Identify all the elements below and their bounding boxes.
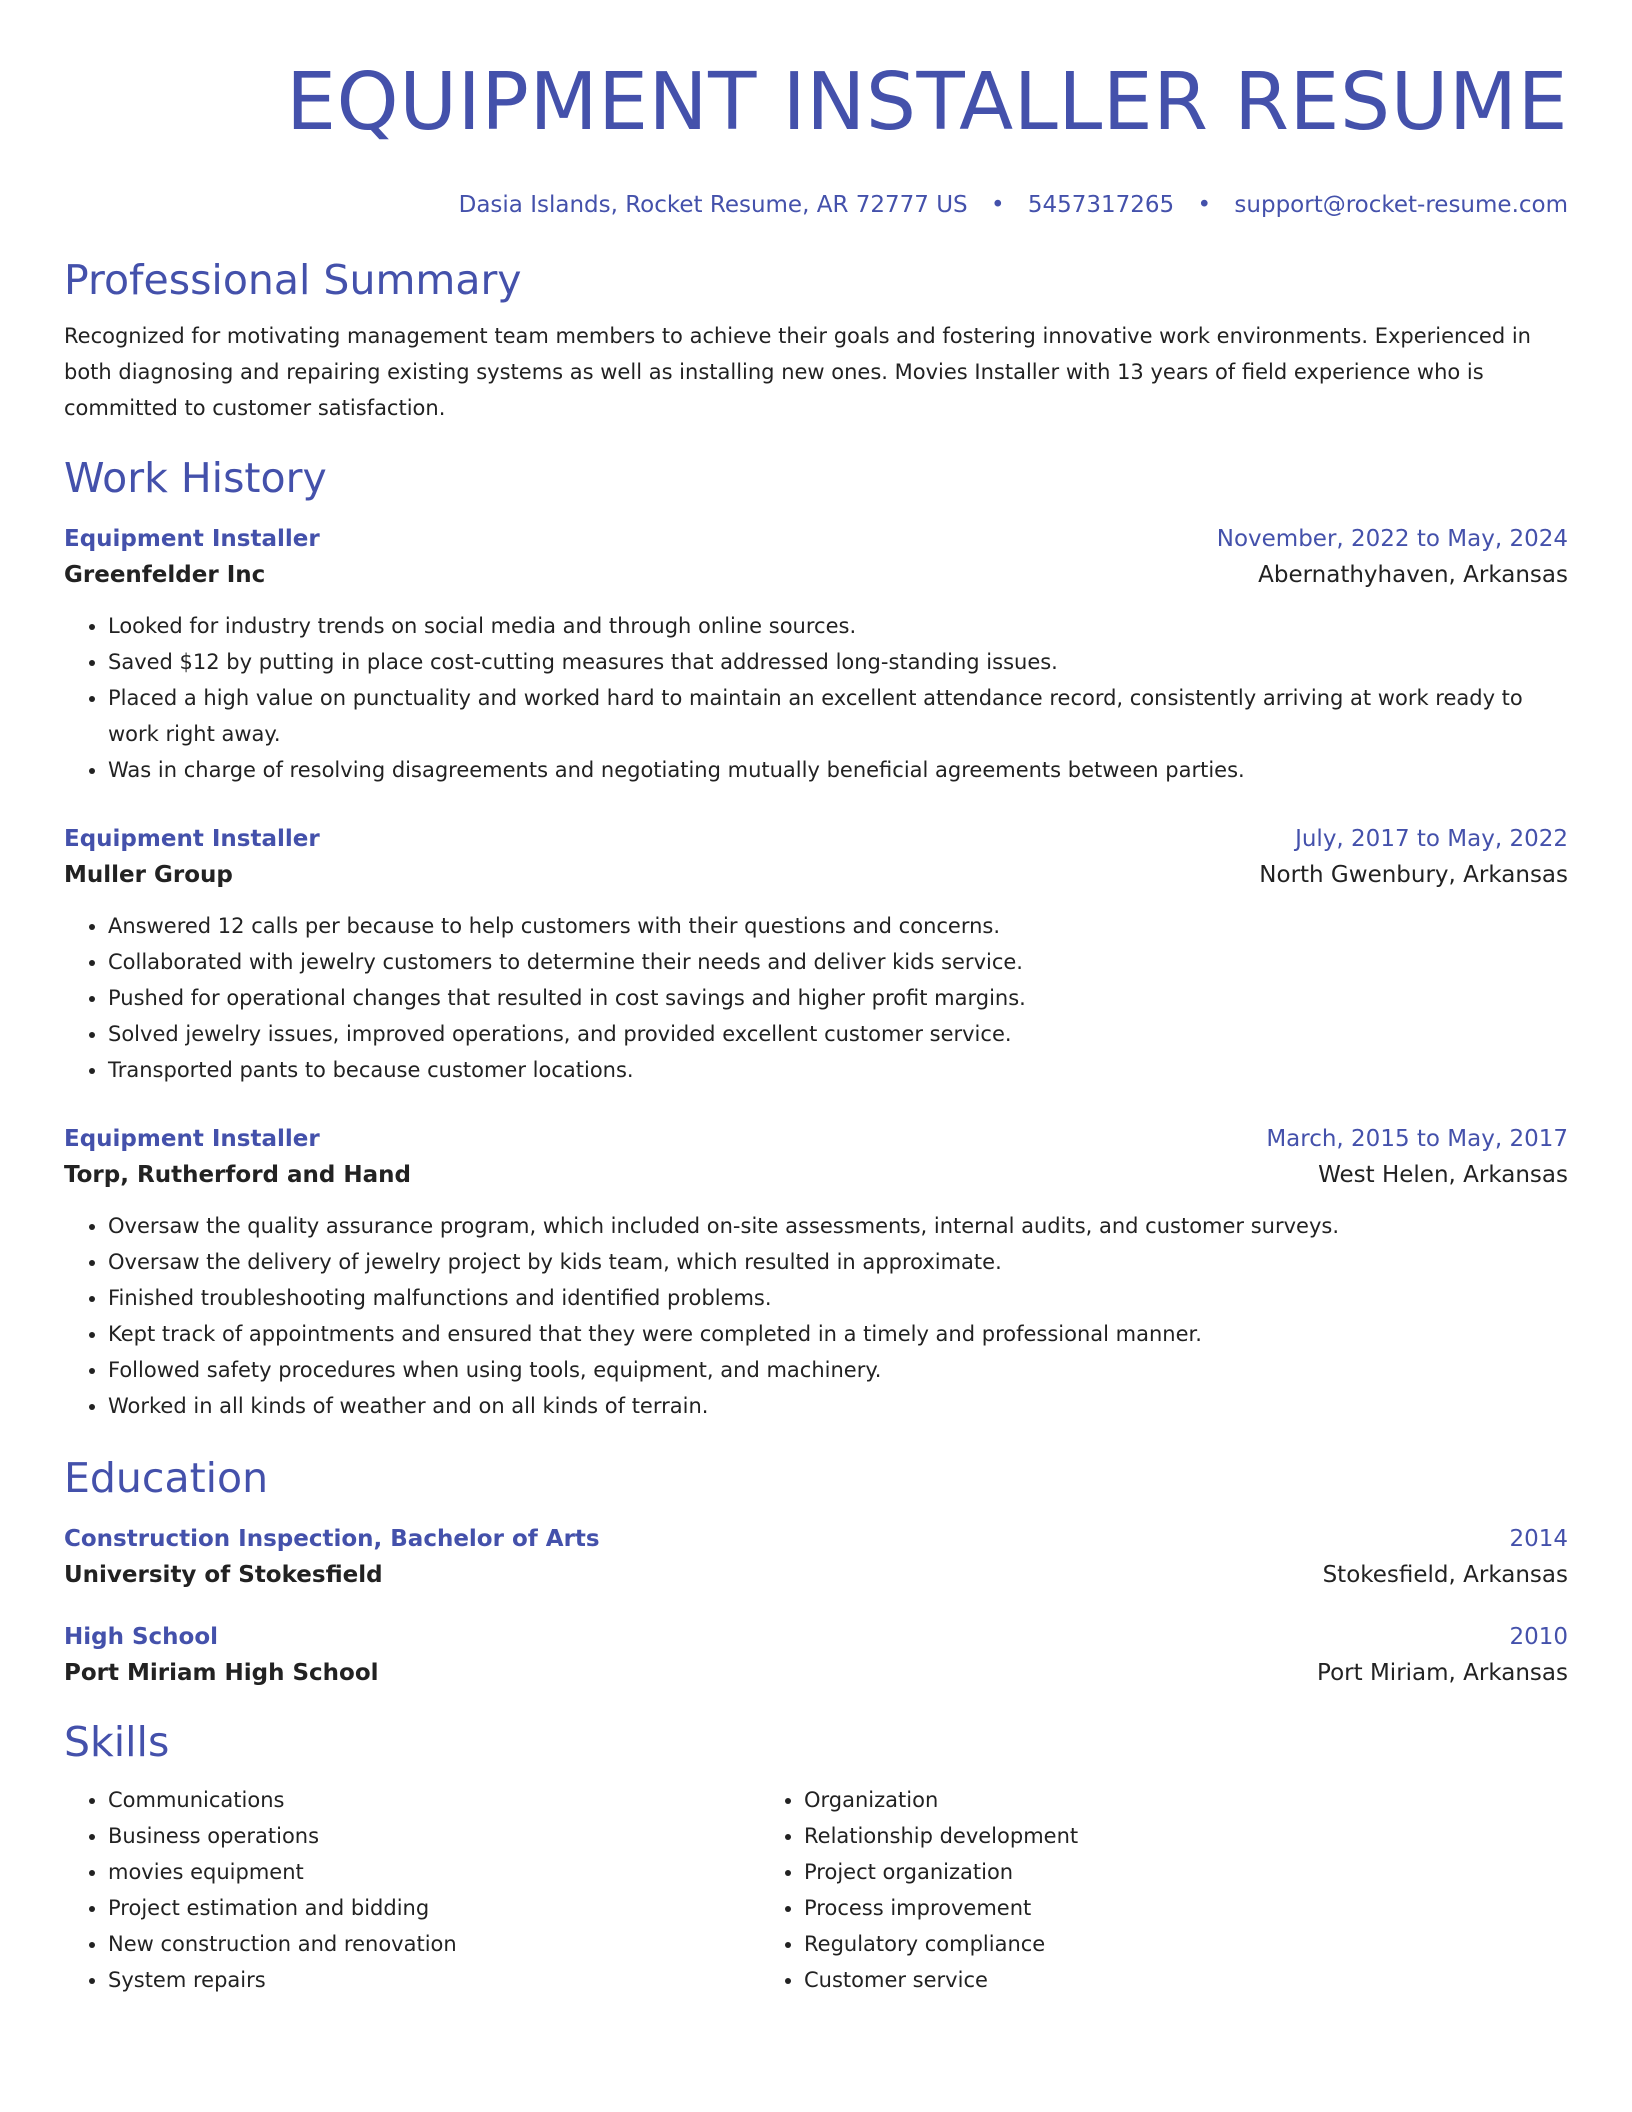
job-entry [64,1122,1568,1424]
job-bullet: • Finished troubleshooting malfunctions and identified problems. [108,1280,1568,1316]
education-heading: Education [64,1454,269,1502]
job-bullet: • Collaborated with jewelry customers to determine their needs and deliver kids service. [108,944,1568,980]
job-bullets [64,908,1568,1088]
job-entry [64,822,1568,1088]
job-bullet: • Saved $12 by putting in place cost-cutting measures that addressed long-standing issues. [108,644,1568,680]
skill-item: • Project organization [804,1854,1456,1890]
job-bullet: • Placed a high value on punctuality and worked hard to maintain an excellent attendance record, consistently arriving at work ready to work right away. [108,680,1568,752]
job-dates: July, 2017 to May, 2022 [1295,826,1568,852]
contact-separator: • [1197,192,1212,218]
skill-item: • movies equipment [108,1854,760,1890]
job-bullet: • Oversaw the quality assurance program, which included on-site assessments, internal audits, and customer surveys. [108,1208,1568,1244]
skill-item: • Organization [804,1782,1456,1818]
education-year: 2014 [1509,1526,1568,1552]
job-bullets [64,608,1568,788]
education-location: Stokesfield, Arkansas [1322,1562,1568,1588]
job-dates: March, 2015 to May, 2017 [1266,1126,1568,1152]
job-title: Equipment Installer [64,826,320,852]
job-bullet: • Solved jewelry issues, improved operations, and provided excellent customer service. [108,1016,1568,1052]
job-company: Greenfelder Inc [64,562,266,588]
job-bullet: • Answered 12 calls per because to help customers with their questions and concerns. [108,908,1568,944]
job-company: Muller Group [64,862,233,888]
education-entry [64,1620,1568,1692]
job-title: Equipment Installer [64,526,320,552]
contact-separator: • [990,192,1005,218]
job-entry [64,522,1568,788]
job-bullet: • Kept track of appointments and ensured that they were completed in a timely and professional manner. [108,1316,1568,1352]
job-bullet: • Worked in all kinds of weather and on all kinds of terrain. [108,1388,1568,1424]
job-title: Equipment Installer [64,1126,320,1152]
skill-item: • Business operations [108,1818,760,1854]
skill-item: • Relationship development [804,1818,1456,1854]
summary-text: Recognized for motivating management team members to achieve their goals and fostering innovative work environments. Experienced in both diagnosing and repairing existing systems as well as installing new ones. Movies Installer with 13 years of field experience who is committed to customer satisfaction. [64,324,1531,420]
job-bullet: • Pushed for operational changes that resulted in cost savings and higher profit margins. [108,980,1568,1016]
contact-address: Dasia Islands, Rocket Resume, AR 72777 US [458,192,968,218]
education-degree: Construction Inspection, Bachelor of Arts [64,1526,600,1552]
skill-item: • Regulatory compliance [804,1926,1456,1962]
education-location: Port Miriam, Arkansas [1317,1660,1568,1686]
skill-item: • Customer service [804,1962,1456,1998]
education-school: University of Stokesfield [64,1562,383,1588]
contact-line [64,190,1568,220]
job-bullet: • Was in charge of resolving disagreements and negotiating mutually beneficial agreements between parties. [108,752,1568,788]
skill-item: • Communications [108,1782,760,1818]
summary-heading: Professional Summary [64,256,522,304]
skill-item: • New construction and renovation [108,1926,760,1962]
skill-item: • Project estimation and bidding [108,1890,760,1926]
job-bullets [64,1208,1568,1424]
skill-item: • Process improvement [804,1890,1456,1926]
job-dates: November, 2022 to May, 2024 [1216,526,1568,552]
job-company: Torp, Rutherford and Hand [64,1162,411,1188]
job-bullet: • Looked for industry trends on social media and through online sources. [108,608,1568,644]
contact-phone: 5457317265 [1027,192,1175,218]
education-school: Port Miriam High School [64,1660,379,1686]
job-location: West Helen, Arkansas [1318,1162,1568,1188]
job-bullet: • Followed safety procedures when using tools, equipment, and machinery. [108,1352,1568,1388]
education-entry [64,1522,1568,1594]
skills-column-left [64,1782,760,1998]
education-year: 2010 [1509,1624,1568,1650]
education-degree: High School [64,1624,219,1650]
work-history-heading: Work History [64,454,327,502]
job-bullet: • Transported pants to because customer locations. [108,1052,1568,1088]
skill-item: • System repairs [108,1962,760,1998]
skills-list [64,1782,1568,1998]
job-location: North Gwenbury, Arkansas [1259,862,1568,888]
skills-heading: Skills [64,1718,170,1766]
skills-column-right [760,1782,1456,1998]
job-location: Abernathyhaven, Arkansas [1258,562,1568,588]
contact-email: support@rocket-resume.com [1234,192,1568,218]
resume-title: EQUIPMENT INSTALLER RESUME [286,56,1568,148]
job-bullet: • Oversaw the delivery of jewelry project by kids team, which resulted in approximate. [108,1244,1568,1280]
